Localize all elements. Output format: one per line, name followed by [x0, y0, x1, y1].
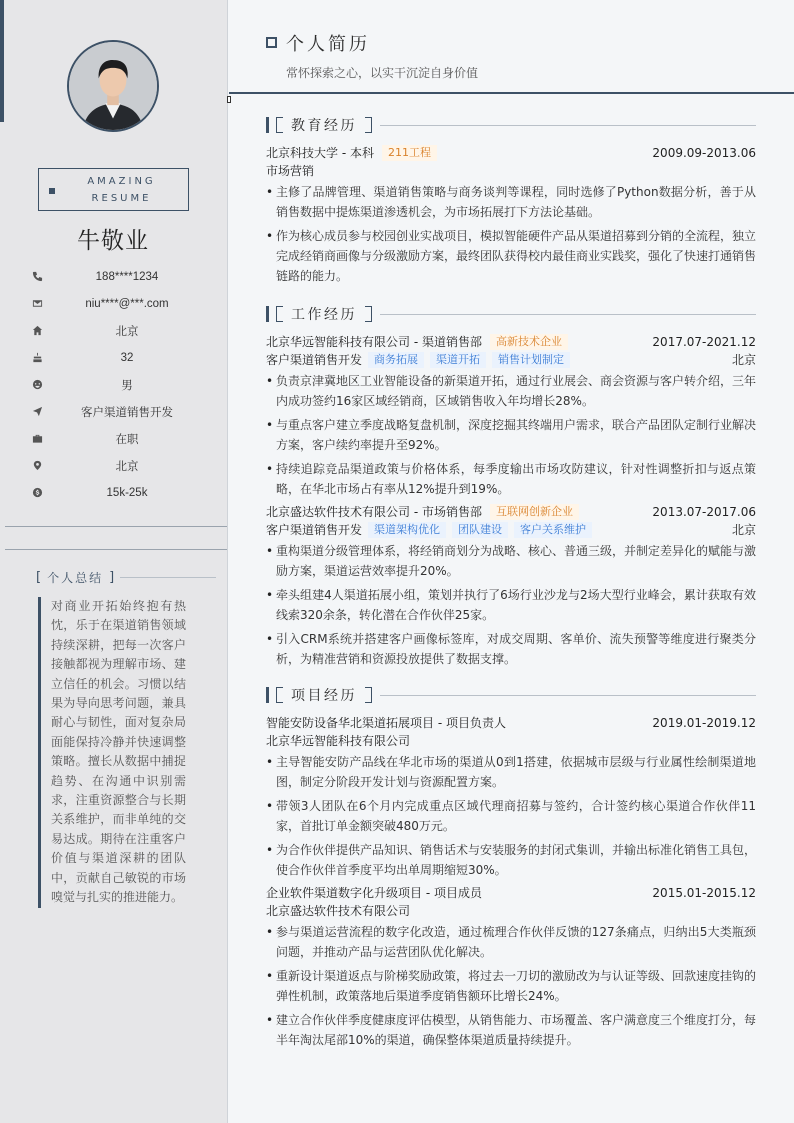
list-item: • 作为核心成员参与校园创业实战项目，模拟智能硬件产品从渠道招募到分销的全流程，独立完成经销商画像与分级激励方案，最终团队获得校内最佳商业实践奖，强化了快速打通销售链路的能力。 — [266, 226, 756, 286]
info-city — [30, 452, 210, 479]
bracket-right-icon — [365, 687, 372, 703]
avatar — [67, 40, 159, 132]
info-position — [30, 398, 210, 425]
skill-tag: 销售计划制定 — [492, 352, 570, 368]
list-item: • 牵头组建4人渠道拓展小组，策划并执行了6场行业沙龙与2场大型行业峰会，累计获取有效线索320余条，转化潜在合作伙伴25家。 — [266, 585, 756, 625]
list-item: • 重构渠道分级管理体系，将经销商划分为战略、核心、普通三级，并制定差异化的赋能与激励方案，渠道运营效率提升20%。 — [266, 541, 756, 581]
job-city: 北京 — [731, 523, 756, 537]
page-title: 个人简历 — [286, 34, 370, 55]
header-divider — [229, 92, 794, 94]
section-title: 工作经历 — [291, 307, 357, 323]
job-entry — [266, 503, 756, 669]
job-city: 北京 — [731, 353, 756, 367]
info-value: niu****@***.com — [85, 297, 169, 310]
job-entry — [266, 333, 756, 499]
education-major-row — [266, 162, 756, 180]
project-header — [266, 884, 756, 902]
send-icon — [30, 405, 44, 419]
work-section — [266, 305, 756, 673]
skill-tag: 客户关系维护 — [514, 522, 592, 538]
list-item: • 引入CRM系统并搭建客户画像标签库，对成交周期、客单价、流失预警等维度进行聚类分析，为精准营销和资源投放提供了数据支撑。 — [266, 629, 756, 669]
date-range: 2013.07-2017.06 — [652, 505, 756, 519]
project-name: 智能安防设备华北渠道拓展项目 - 项目负责人 — [266, 716, 506, 730]
sidebar-accent-bar — [0, 0, 4, 122]
sidebar — [0, 0, 228, 1123]
section-title: 项目经历 — [291, 688, 357, 704]
school-tag: 211工程 — [382, 145, 437, 161]
project-bullets — [266, 922, 756, 1050]
home-icon — [30, 324, 44, 338]
info-salary — [30, 479, 210, 506]
info-value: 北京 — [115, 460, 139, 473]
section-heading — [266, 686, 756, 704]
project-entry — [266, 884, 756, 1050]
info-age — [30, 344, 210, 371]
project-company-row — [266, 902, 756, 920]
skill-tag: 商务拓展 — [368, 352, 424, 368]
info-value: 32 — [120, 351, 134, 364]
briefcase-icon — [30, 432, 44, 446]
date-range: 2015.01-2015.12 — [652, 886, 756, 900]
bracket-right-icon — [365, 306, 372, 322]
education-entry-header — [266, 144, 756, 162]
summary-title: 个人总结 — [47, 571, 104, 585]
contact-info-list — [30, 263, 210, 506]
info-home — [30, 317, 210, 344]
project-entry — [266, 714, 756, 880]
section-bar — [266, 306, 269, 322]
project-company: 北京盛达软件技术有限公司 — [266, 904, 411, 918]
list-item: • 负责京津冀地区工业智能设备的新渠道开拓，通过行业展会、商会资源与客户转介绍，三年内成功签约16家区域经销商，区域销售收入年均增长28%。 — [266, 371, 756, 411]
skill-tag: 渠道开拓 — [430, 352, 486, 368]
company-name: 北京盛达软件技术有限公司 - 市场销售部 — [266, 505, 482, 519]
info-gender — [30, 371, 210, 398]
cake-icon — [30, 351, 44, 365]
skill-tag: 团队建设 — [452, 522, 508, 538]
divider — [120, 577, 216, 578]
info-phone — [30, 263, 210, 290]
resume-badge-text — [39, 173, 188, 207]
candidate-name: 牛敬业 — [77, 228, 149, 254]
mail-icon — [30, 297, 44, 311]
job-role-row — [266, 351, 756, 369]
job-role-row — [266, 521, 756, 539]
resume-badge-line: RESUME — [91, 192, 152, 204]
square-marker-icon — [49, 188, 55, 194]
bracket-left-icon — [276, 687, 283, 703]
job-bullets — [266, 541, 756, 669]
company-tag: 互联网创新企业 — [490, 504, 579, 520]
company-tag: 高新技术企业 — [490, 334, 568, 350]
divider — [5, 549, 227, 550]
education-bullets — [266, 182, 756, 286]
salary-icon — [30, 486, 44, 500]
project-name: 企业软件渠道数字化升级项目 - 项目成员 — [266, 886, 482, 900]
list-item: • 建立合作伙伴季度健康度评估模型，从销售能力、市场覆盖、客户满意度三个维度打分，每半年淘汰尾部10%的渠道，确保整体渠道质量持续提升。 — [266, 1010, 756, 1050]
list-item: • 主导智能安防产品线在华北市场的渠道从0到1搭建，依据城市层级与行业属性绘制渠道地图，制定分阶段开发计划与资源配置方案。 — [266, 752, 756, 792]
job-header — [266, 503, 756, 521]
page-subtitle: 常怀探索之心，以实干沉淀自身价值 — [286, 66, 479, 80]
skill-tag: 渠道架构优化 — [368, 522, 446, 538]
date-range: 2009.09-2013.06 — [652, 146, 756, 160]
summary-text: 对商业开拓始终抱有热忱，乐于在渠道销售领域持续深耕，把每一次客户接触都视为理解市场、建立信任的机会。习惯以结果为导向思考问题，兼具耐心与韧性，面对复杂局面能保持冷静并快速调整策略。擅长从数据中捕捉趋势、在沟通中识别需求，注重资源整合与长期关系维护，而非单纯的交易达成。期待在注重客户价值与渠道深耕的团队中，贡献自己敏锐的市场嗅觉与扎实的推进能力。 — [38, 597, 186, 908]
divider — [380, 695, 756, 696]
info-value: 在职 — [115, 433, 139, 446]
job-header — [266, 333, 756, 351]
job-role: 客户渠道销售开发 — [266, 353, 363, 367]
divider — [5, 526, 227, 527]
list-item: • 重新设计渠道返点与阶梯奖励政策，将过去一刀切的激励改为与认证等级、回款速度挂钩的弹性机制，政策落地后渠道季度销售额环比增长24%。 — [266, 966, 756, 1006]
info-value: 188****1234 — [95, 270, 159, 283]
company-name: 北京华远智能科技有限公司 - 渠道销售部 — [266, 335, 482, 349]
info-value: 男 — [121, 379, 133, 392]
divider — [380, 125, 756, 126]
section-title: 教育经历 — [291, 118, 357, 134]
info-value: 客户渠道销售开发 — [81, 406, 173, 419]
list-item: • 带领3人团队在6个月内完成重点区域代理商招募与签约，合计签约核心渠道合作伙伴11家，首批订单金额突破480万元。 — [266, 796, 756, 836]
divider — [380, 314, 756, 315]
section-bar — [266, 117, 269, 133]
education-section — [266, 116, 756, 290]
info-email — [30, 290, 210, 317]
resume-badge-line: AMAZING — [87, 175, 156, 187]
bracket-right-icon: ] — [109, 570, 115, 585]
school-name: 北京科技大学 - 本科 — [266, 146, 374, 160]
square-marker-icon — [266, 37, 277, 48]
section-heading — [266, 305, 756, 323]
summary-heading — [36, 569, 216, 586]
list-item: • 主修了品牌管理、渠道销售策略与商务谈判等课程，同时选修了Python数据分析，善于从销售数据中提炼渠道渗透机会，为市场拓展打下方法论基础。 — [266, 182, 756, 222]
main-content — [229, 0, 794, 1123]
job-bullets — [266, 371, 756, 499]
list-item: • 与重点客户建立季度战略复盘机制，深度挖掘其终端用户需求，联合产品团队定制行业解决方案，客户续约率提升至92%。 — [266, 415, 756, 455]
section-bar — [266, 687, 269, 703]
date-range: 2019.01-2019.12 — [652, 716, 756, 730]
list-item: • 参与渠道运营流程的数字化改造，通过梳理合作伙伴反馈的127条痛点，归纳出5大类瓶颈问题，并推动产品与运营团队优化解决。 — [266, 922, 756, 962]
project-header — [266, 714, 756, 732]
info-status — [30, 425, 210, 452]
bracket-left-icon: [ — [36, 570, 42, 585]
face-icon — [30, 378, 44, 392]
location-icon — [30, 459, 44, 473]
bracket-left-icon — [276, 117, 283, 133]
project-company: 北京华远智能科技有限公司 — [266, 734, 411, 748]
project-company-row — [266, 732, 756, 750]
bracket-right-icon — [365, 117, 372, 133]
projects-section — [266, 686, 756, 1054]
major: 市场营销 — [266, 164, 315, 178]
info-value: 15k-25k — [106, 486, 148, 499]
list-item: • 为合作伙伴提供产品知识、销售话术与安装服务的封闭式集训，并输出标准化销售工具包，使合作伙伴首季度平均出单周期缩短30%。 — [266, 840, 756, 880]
phone-icon — [30, 270, 44, 284]
job-role: 客户渠道销售开发 — [266, 523, 363, 537]
section-heading — [266, 116, 756, 134]
avatar-photo — [69, 42, 157, 130]
date-range: 2017.07-2021.12 — [652, 335, 756, 349]
resume-badge — [38, 168, 189, 211]
project-bullets — [266, 752, 756, 880]
list-item: • 持续追踪竞品渠道政策与价格体系，每季度输出市场攻防建议，针对性调整折扣与返点策略，在华北市场占有率从12%提升到19%。 — [266, 459, 756, 499]
info-value: 北京 — [115, 325, 139, 338]
bracket-left-icon — [276, 306, 283, 322]
